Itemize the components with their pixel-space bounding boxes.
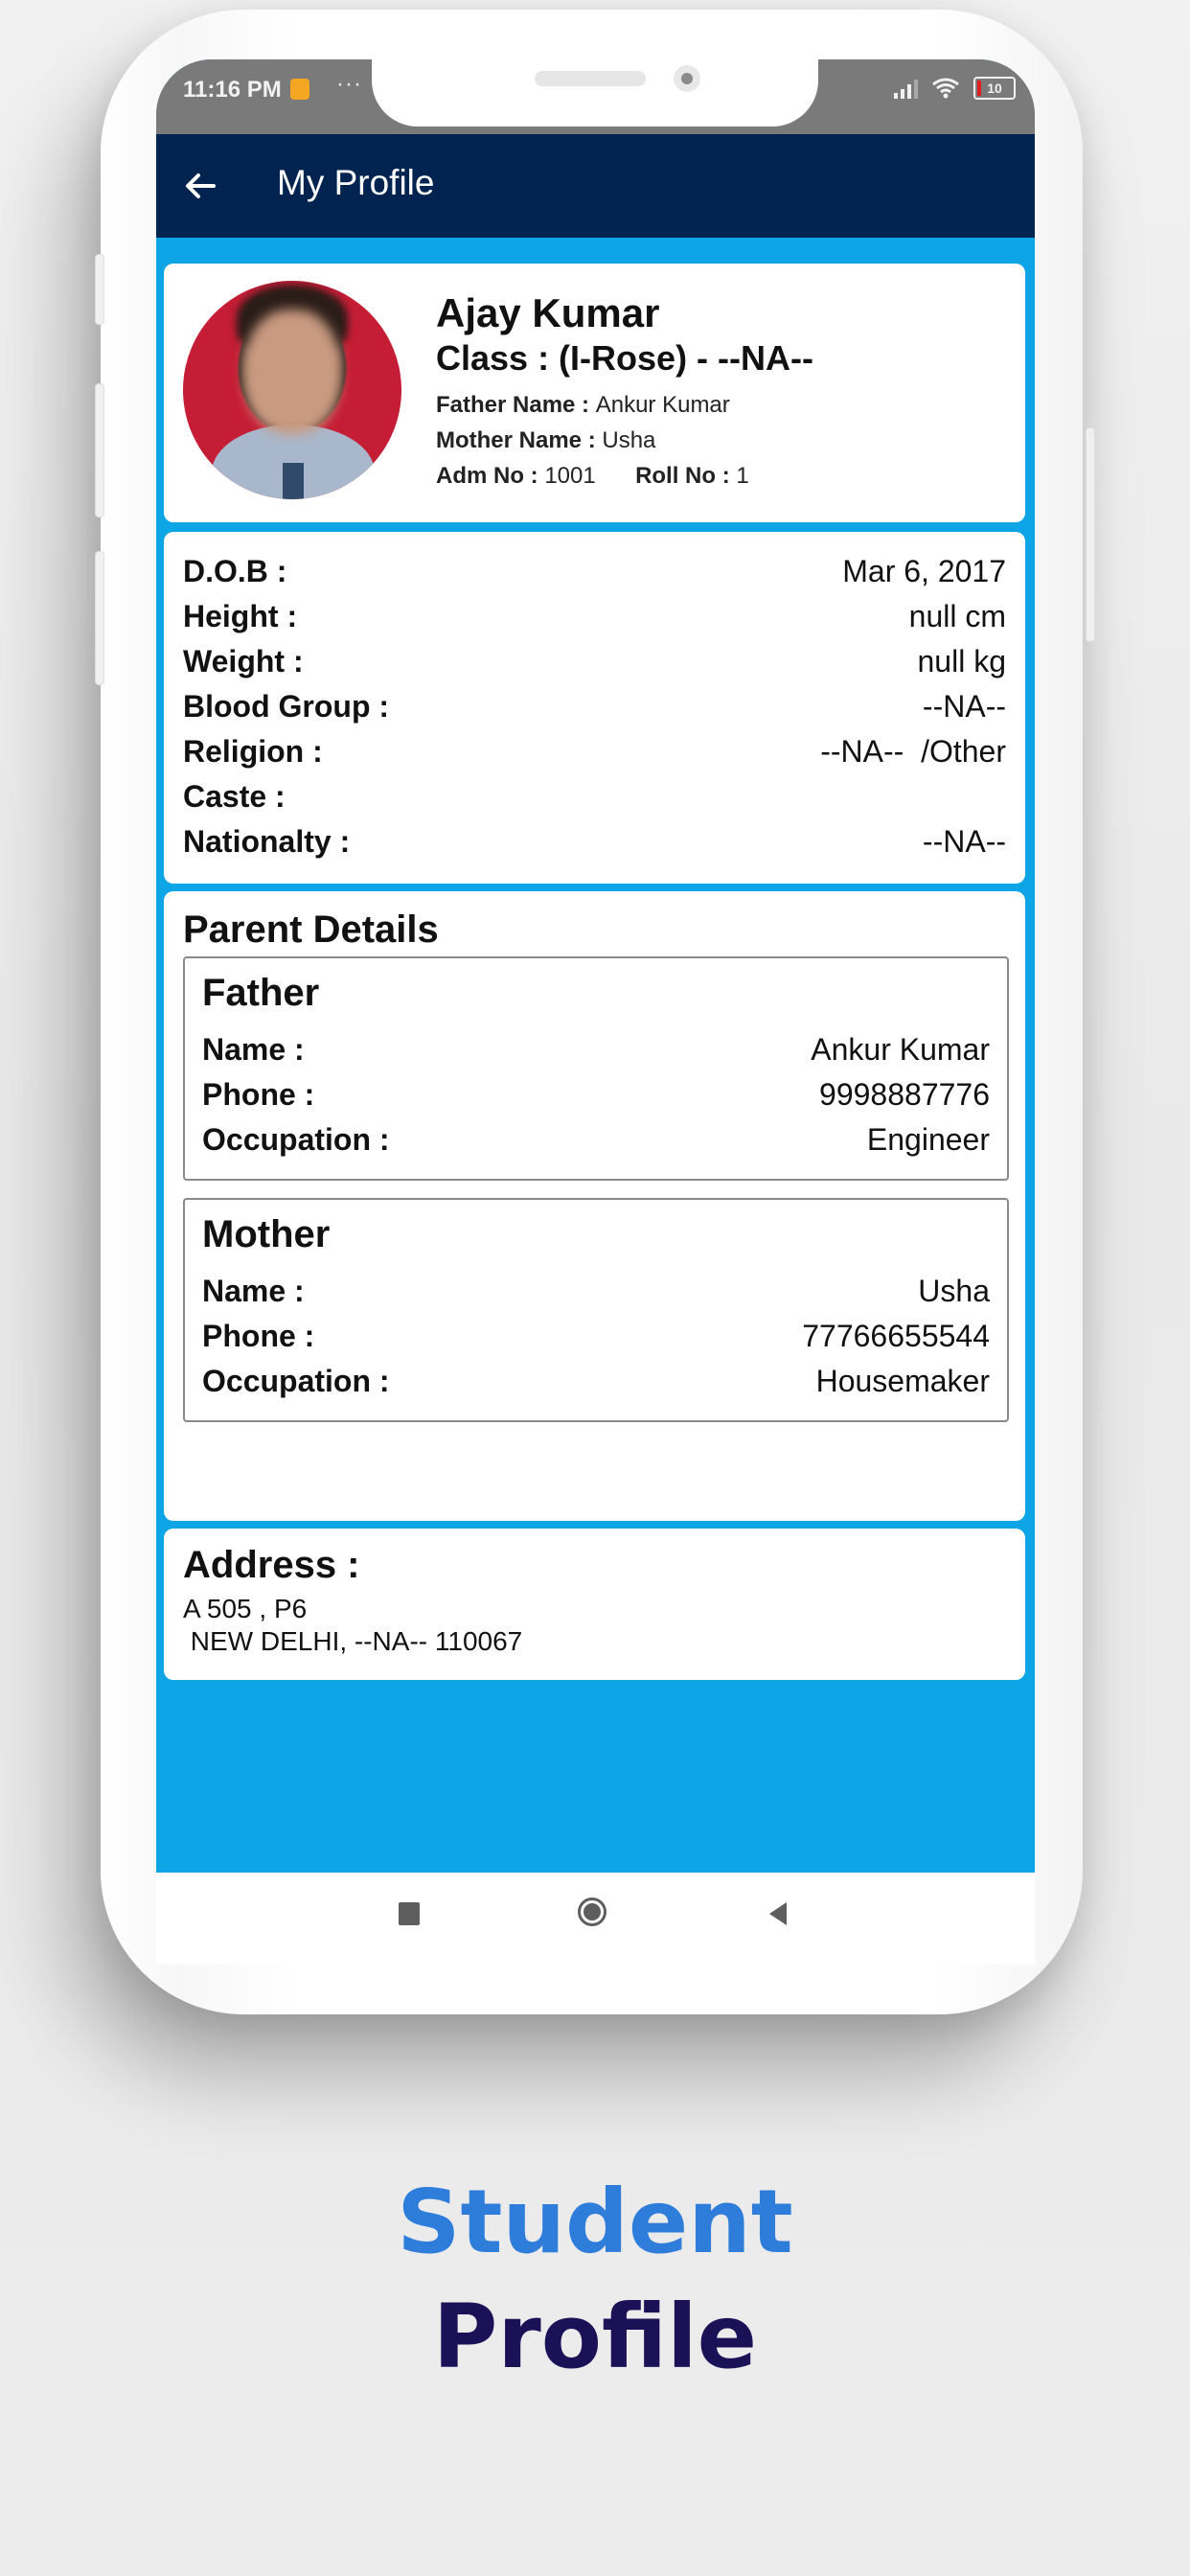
parent-details-card <box>164 891 1025 1521</box>
camera-notch <box>372 59 818 126</box>
status-icons <box>894 77 1016 100</box>
phone-side-button-right <box>1086 427 1095 642</box>
row-value: Housemaker <box>815 1364 990 1398</box>
app-bar <box>156 134 1035 238</box>
mother-phone-row <box>202 1314 990 1359</box>
detail-value: --NA-- <box>922 689 1006 724</box>
row-value: Engineer <box>866 1122 990 1157</box>
address-line-2: NEW DELHI, --NA-- 110067 <box>183 1626 523 1656</box>
front-camera <box>674 65 700 92</box>
detail-label: Religion : <box>183 734 323 769</box>
student-class: Class : (I-Rose) - --NA-- <box>436 338 813 378</box>
detail-row-blood-group <box>183 684 1006 729</box>
roll-no-label: Roll No : <box>635 463 737 489</box>
father-title: Father <box>202 972 320 1014</box>
mother-box <box>183 1198 1009 1422</box>
row-label: Occupation : <box>202 1122 390 1157</box>
address-line-1: A 505 , P6 <box>183 1594 308 1623</box>
profile-card <box>164 264 1025 522</box>
arrow-left-icon <box>177 163 223 209</box>
mother-name-label: Mother Name : <box>436 427 603 453</box>
battery-level: 10 <box>987 80 1002 96</box>
mother-title: Mother <box>202 1213 331 1255</box>
battery-icon <box>973 77 1016 100</box>
row-label: Phone : <box>202 1319 315 1353</box>
speaker-grille <box>535 71 646 86</box>
detail-label: Blood Group : <box>183 689 390 724</box>
phone-side-button-left-1 <box>95 254 104 325</box>
detail-row-religion <box>183 729 1006 774</box>
caption-line-2: Profile <box>432 2286 758 2388</box>
detail-label: Nationalty : <box>183 824 351 859</box>
detail-label: Height : <box>183 599 298 633</box>
detail-value: --NA-- <box>922 824 1006 859</box>
recent-apps-icon[interactable] <box>399 1902 420 1925</box>
roll-no-value: 1 <box>736 463 749 489</box>
row-value: Usha <box>918 1274 990 1308</box>
phone-screen <box>156 59 1035 1873</box>
detail-label: Weight : <box>183 644 304 678</box>
detail-value: null cm <box>908 599 1006 633</box>
detail-label: D.O.B : <box>183 554 287 588</box>
detail-value: null kg <box>917 644 1006 678</box>
address-title: Address : <box>183 1544 360 1586</box>
system-nav-bar <box>156 1873 1035 1965</box>
row-label: Name : <box>202 1032 305 1067</box>
row-value: Ankur Kumar <box>811 1032 990 1067</box>
mother-occupation-row <box>202 1359 990 1404</box>
detail-row-caste <box>183 774 1006 819</box>
father-name-line <box>436 392 730 419</box>
personal-details-card <box>164 532 1025 884</box>
wifi-icon <box>931 77 960 100</box>
mother-phone-value[interactable]: 77766655544 <box>802 1319 990 1353</box>
father-occupation-row <box>202 1117 990 1162</box>
detail-row-nationality <box>183 819 1006 864</box>
row-label: Occupation : <box>202 1364 390 1398</box>
status-time: 11:16 PM <box>183 77 282 103</box>
mother-name-line <box>436 427 655 454</box>
father-phone-value[interactable]: 9998887776 <box>819 1077 990 1112</box>
row-label: Phone : <box>202 1077 315 1112</box>
back-button[interactable] <box>177 163 223 209</box>
detail-label: Caste : <box>183 779 286 814</box>
page-title: My Profile <box>277 163 435 202</box>
father-name-label: Father Name : <box>436 392 596 418</box>
mother-name-row <box>202 1269 990 1314</box>
adm-roll-line <box>436 463 749 490</box>
notification-icon <box>290 79 309 100</box>
adm-no-value: 1001 <box>544 463 596 489</box>
father-name-row <box>202 1027 990 1072</box>
student-avatar[interactable] <box>183 281 401 499</box>
back-icon[interactable] <box>769 1902 787 1925</box>
phone-side-button-left-2 <box>95 383 104 518</box>
father-name-value: Ankur Kumar <box>595 392 730 418</box>
student-name: Ajay Kumar <box>436 290 660 335</box>
detail-row-weight <box>183 639 1006 684</box>
detail-value: Mar 6, 2017 <box>842 554 1006 588</box>
father-box <box>183 956 1009 1181</box>
detail-row-height <box>183 594 1006 639</box>
address-card <box>164 1529 1025 1680</box>
detail-value: --NA-- /Other <box>820 734 1006 769</box>
home-icon[interactable] <box>578 1898 606 1926</box>
row-label: Name : <box>202 1274 305 1308</box>
phone-side-button-left-3 <box>95 551 104 685</box>
adm-no-label: Adm No : <box>436 463 545 489</box>
caption-line-1: Student <box>397 2171 793 2273</box>
signal-icon <box>894 78 918 99</box>
father-phone-row <box>202 1072 990 1117</box>
detail-row-dob <box>183 549 1006 594</box>
parent-details-title: Parent Details <box>183 908 439 951</box>
more-notifications-indicator: ··· <box>336 71 362 97</box>
status-bar <box>156 59 1035 134</box>
mother-name-value: Usha <box>602 427 656 453</box>
